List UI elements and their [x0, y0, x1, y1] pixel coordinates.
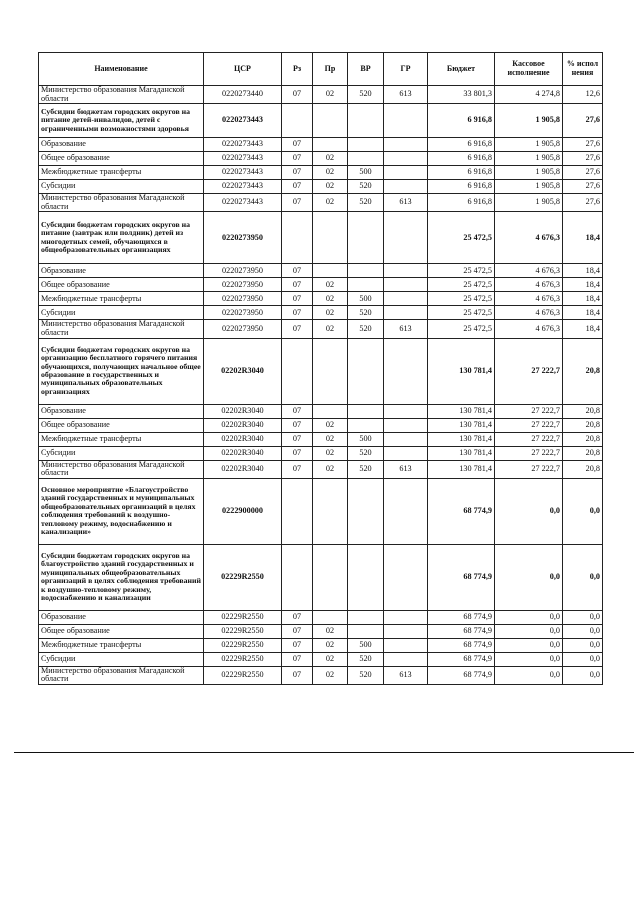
row-name: Субсидии бюджетам городских округов на благоустройство зданий государственных и муниципальных общеобразовательных организаций в целях соблюдения требований к воздушно-тепловому режиму, водоснабжению и канализации	[39, 544, 204, 610]
row-gr: 613	[384, 194, 428, 212]
row-csr: 0220273443	[204, 166, 282, 180]
row-pr: 02	[313, 86, 348, 104]
row-budget: 6 916,8	[428, 138, 495, 152]
row-name: Межбюджетные трансферты	[39, 638, 204, 652]
row-gr	[384, 292, 428, 306]
row-cash: 1 905,8	[495, 194, 563, 212]
row-cash: 0,0	[495, 478, 563, 544]
row-cash: 0,0	[495, 638, 563, 652]
table-body	[39, 86, 603, 685]
row-budget: 68 774,9	[428, 624, 495, 638]
row-pr: 02	[313, 666, 348, 684]
row-cash: 27 222,7	[495, 460, 563, 478]
row-budget: 6 916,8	[428, 194, 495, 212]
row-budget: 68 774,9	[428, 478, 495, 544]
row-pct: 27,6	[563, 166, 603, 180]
row-pr: 02	[313, 460, 348, 478]
row-pct: 27,6	[563, 194, 603, 212]
row-gr	[384, 166, 428, 180]
table-row	[39, 320, 603, 338]
row-rz: 07	[282, 446, 313, 460]
row-vr	[348, 338, 384, 404]
row-budget: 130 781,4	[428, 432, 495, 446]
row-cash: 27 222,7	[495, 404, 563, 418]
row-rz: 07	[282, 652, 313, 666]
row-csr: 0220273443	[204, 138, 282, 152]
row-vr: 520	[348, 446, 384, 460]
table-row	[39, 138, 603, 152]
row-pr: 02	[313, 418, 348, 432]
row-rz: 07	[282, 610, 313, 624]
row-csr: 0220273950	[204, 264, 282, 278]
row-rz: 07	[282, 166, 313, 180]
row-name: Министерство образования Магаданской области	[39, 320, 204, 338]
col-header-name: Наименование	[39, 53, 204, 86]
row-name: Субсидии бюджетам городских округов на организацию бесплатного горячего питания обучающихся, получающих начальное общее образование в государственных и муниципальных образовательных организациях	[39, 338, 204, 404]
row-budget: 68 774,9	[428, 638, 495, 652]
row-csr: 02202R3040	[204, 338, 282, 404]
row-csr: 0220273443	[204, 104, 282, 138]
row-csr: 02229R2550	[204, 652, 282, 666]
row-vr	[348, 418, 384, 432]
table-row	[39, 610, 603, 624]
row-gr	[384, 404, 428, 418]
row-pct: 0,0	[563, 544, 603, 610]
row-pr: 02	[313, 432, 348, 446]
table-row	[39, 152, 603, 166]
col-header-pct: % испол нения	[563, 53, 603, 86]
row-pr	[313, 212, 348, 264]
row-rz	[282, 338, 313, 404]
row-cash: 1 905,8	[495, 138, 563, 152]
row-name: Межбюджетные трансферты	[39, 432, 204, 446]
row-cash: 4 676,3	[495, 306, 563, 320]
row-vr	[348, 212, 384, 264]
table-row	[39, 666, 603, 684]
row-budget: 68 774,9	[428, 652, 495, 666]
row-rz: 07	[282, 638, 313, 652]
row-rz: 07	[282, 624, 313, 638]
row-cash: 4 676,3	[495, 278, 563, 292]
table-row	[39, 418, 603, 432]
row-vr	[348, 104, 384, 138]
row-gr	[384, 610, 428, 624]
row-rz: 07	[282, 460, 313, 478]
row-pct: 20,8	[563, 432, 603, 446]
col-header-gr: ГР	[384, 53, 428, 86]
row-budget: 25 472,5	[428, 278, 495, 292]
row-pr: 02	[313, 152, 348, 166]
row-csr: 0220273443	[204, 152, 282, 166]
row-rz: 07	[282, 404, 313, 418]
col-header-csr: ЦСР	[204, 53, 282, 86]
row-pct: 18,4	[563, 264, 603, 278]
row-budget: 68 774,9	[428, 610, 495, 624]
row-csr: 02229R2550	[204, 544, 282, 610]
table-row	[39, 180, 603, 194]
row-budget: 130 781,4	[428, 418, 495, 432]
row-gr	[384, 418, 428, 432]
row-name: Субсидии	[39, 652, 204, 666]
row-name: Субсидии бюджетам городских округов на питание детей-инвалидов, детей с ограниченными возможностями здоровья	[39, 104, 204, 138]
row-csr: 02202R3040	[204, 418, 282, 432]
row-pr	[313, 264, 348, 278]
row-budget: 6 916,8	[428, 152, 495, 166]
row-pr: 02	[313, 652, 348, 666]
row-gr: 613	[384, 666, 428, 684]
row-pct: 20,8	[563, 338, 603, 404]
row-gr	[384, 212, 428, 264]
table-row	[39, 278, 603, 292]
row-pr: 02	[313, 278, 348, 292]
row-pr	[313, 338, 348, 404]
row-cash: 0,0	[495, 544, 563, 610]
row-pr: 02	[313, 638, 348, 652]
row-gr	[384, 446, 428, 460]
row-name: Министерство образования Магаданской области	[39, 86, 204, 104]
row-gr	[384, 138, 428, 152]
row-vr	[348, 264, 384, 278]
row-vr: 500	[348, 638, 384, 652]
row-name: Образование	[39, 610, 204, 624]
row-budget: 25 472,5	[428, 264, 495, 278]
row-pct: 0,0	[563, 638, 603, 652]
row-pct: 27,6	[563, 152, 603, 166]
row-name: Субсидии бюджетам городских округов на питание (завтрак или полдник) детей из многодетных семей, обучающихся в общеобразовательных организациях	[39, 212, 204, 264]
budget-execution-table	[38, 52, 603, 685]
col-header-budget: Бюджет	[428, 53, 495, 86]
row-pct: 18,4	[563, 292, 603, 306]
row-rz: 07	[282, 292, 313, 306]
col-header-pr: Пр	[313, 53, 348, 86]
table-row	[39, 432, 603, 446]
table-row	[39, 306, 603, 320]
row-vr	[348, 278, 384, 292]
row-budget: 6 916,8	[428, 104, 495, 138]
row-vr: 500	[348, 432, 384, 446]
row-csr: 0220273950	[204, 278, 282, 292]
row-cash: 4 676,3	[495, 264, 563, 278]
row-vr: 500	[348, 292, 384, 306]
row-name: Субсидии	[39, 306, 204, 320]
row-csr: 02202R3040	[204, 460, 282, 478]
row-rz: 07	[282, 432, 313, 446]
row-name: Общее образование	[39, 418, 204, 432]
row-name: Образование	[39, 404, 204, 418]
row-name: Основное мероприятие «Благоустройство зданий государственных и муниципальных общеобразовательных организаций в целях соблюдения требований к воздушно-тепловому режиму, водоснабжению и канализации»	[39, 478, 204, 544]
row-pct: 0,0	[563, 478, 603, 544]
table-row	[39, 460, 603, 478]
table-row	[39, 212, 603, 264]
row-pct: 20,8	[563, 418, 603, 432]
row-pr	[313, 544, 348, 610]
row-csr: 0220273440	[204, 86, 282, 104]
row-vr: 520	[348, 652, 384, 666]
row-pct: 20,8	[563, 460, 603, 478]
row-gr	[384, 544, 428, 610]
row-gr	[384, 624, 428, 638]
row-pr: 02	[313, 292, 348, 306]
row-pct: 27,6	[563, 104, 603, 138]
row-vr: 520	[348, 320, 384, 338]
row-vr: 500	[348, 166, 384, 180]
row-gr	[384, 152, 428, 166]
row-name: Общее образование	[39, 278, 204, 292]
row-cash: 27 222,7	[495, 446, 563, 460]
row-pct: 20,8	[563, 446, 603, 460]
row-gr	[384, 652, 428, 666]
table-header-row	[39, 53, 603, 86]
row-cash: 27 222,7	[495, 418, 563, 432]
row-rz: 07	[282, 194, 313, 212]
row-budget: 130 781,4	[428, 460, 495, 478]
row-vr	[348, 478, 384, 544]
row-rz: 07	[282, 138, 313, 152]
row-cash: 4 676,3	[495, 320, 563, 338]
row-csr: 0222900000	[204, 478, 282, 544]
row-pr	[313, 404, 348, 418]
row-gr	[384, 306, 428, 320]
row-vr: 520	[348, 460, 384, 478]
table-row	[39, 194, 603, 212]
row-rz: 07	[282, 86, 313, 104]
row-csr: 0220273443	[204, 194, 282, 212]
table-row	[39, 446, 603, 460]
row-vr: 520	[348, 306, 384, 320]
row-pct: 27,6	[563, 180, 603, 194]
table-row	[39, 544, 603, 610]
row-pct: 18,4	[563, 278, 603, 292]
row-vr	[348, 138, 384, 152]
row-csr: 0220273443	[204, 180, 282, 194]
row-budget: 25 472,5	[428, 306, 495, 320]
row-pct: 27,6	[563, 138, 603, 152]
row-vr	[348, 544, 384, 610]
table-row	[39, 652, 603, 666]
row-cash: 27 222,7	[495, 338, 563, 404]
row-gr	[384, 638, 428, 652]
row-cash: 1 905,8	[495, 180, 563, 194]
row-pr	[313, 478, 348, 544]
row-budget: 130 781,4	[428, 404, 495, 418]
row-gr	[384, 104, 428, 138]
col-header-rz: Рз	[282, 53, 313, 86]
row-csr: 02229R2550	[204, 624, 282, 638]
row-pct: 18,4	[563, 320, 603, 338]
row-rz: 07	[282, 264, 313, 278]
row-budget: 6 916,8	[428, 166, 495, 180]
row-gr	[384, 478, 428, 544]
row-cash: 1 905,8	[495, 104, 563, 138]
row-name: Образование	[39, 138, 204, 152]
row-gr: 613	[384, 86, 428, 104]
table-row	[39, 86, 603, 104]
row-budget: 68 774,9	[428, 666, 495, 684]
row-gr	[384, 278, 428, 292]
row-pr: 02	[313, 446, 348, 460]
row-vr	[348, 152, 384, 166]
row-pr: 02	[313, 180, 348, 194]
row-gr	[384, 338, 428, 404]
row-vr: 520	[348, 194, 384, 212]
row-pct: 18,4	[563, 212, 603, 264]
row-name: Министерство образования Магаданской области	[39, 666, 204, 684]
row-csr: 02202R3040	[204, 446, 282, 460]
row-csr: 0220273950	[204, 320, 282, 338]
row-budget: 25 472,5	[428, 292, 495, 306]
row-pr: 02	[313, 194, 348, 212]
row-cash: 0,0	[495, 652, 563, 666]
row-rz	[282, 544, 313, 610]
row-rz: 07	[282, 278, 313, 292]
table-row	[39, 104, 603, 138]
row-vr	[348, 610, 384, 624]
row-name: Министерство образования Магаданской области	[39, 460, 204, 478]
row-csr: 0220273950	[204, 292, 282, 306]
row-cash: 4 676,3	[495, 292, 563, 306]
row-budget: 25 472,5	[428, 320, 495, 338]
row-pr	[313, 138, 348, 152]
row-pr	[313, 104, 348, 138]
table-row	[39, 638, 603, 652]
row-gr: 613	[384, 320, 428, 338]
row-rz	[282, 478, 313, 544]
row-budget: 130 781,4	[428, 446, 495, 460]
row-vr: 520	[348, 666, 384, 684]
row-vr: 520	[348, 180, 384, 194]
row-gr	[384, 264, 428, 278]
table-row	[39, 292, 603, 306]
row-csr: 02202R3040	[204, 432, 282, 446]
row-budget: 33 801,3	[428, 86, 495, 104]
row-pct: 0,0	[563, 624, 603, 638]
row-rz	[282, 104, 313, 138]
row-name: Министерство образования Магаданской области	[39, 194, 204, 212]
row-cash: 1 905,8	[495, 152, 563, 166]
row-cash: 27 222,7	[495, 432, 563, 446]
row-name: Межбюджетные трансферты	[39, 166, 204, 180]
row-cash: 0,0	[495, 666, 563, 684]
table-row	[39, 166, 603, 180]
row-name: Субсидии	[39, 180, 204, 194]
row-name: Общее образование	[39, 624, 204, 638]
row-gr	[384, 432, 428, 446]
row-rz: 07	[282, 320, 313, 338]
row-csr: 0220273950	[204, 212, 282, 264]
row-vr: 520	[348, 86, 384, 104]
row-name: Образование	[39, 264, 204, 278]
row-name: Субсидии	[39, 446, 204, 460]
row-budget: 6 916,8	[428, 180, 495, 194]
row-pct: 0,0	[563, 666, 603, 684]
table-row	[39, 404, 603, 418]
row-rz: 07	[282, 666, 313, 684]
row-name: Общее образование	[39, 152, 204, 166]
row-pct: 12,6	[563, 86, 603, 104]
row-pr: 02	[313, 166, 348, 180]
row-csr: 02229R2550	[204, 638, 282, 652]
row-vr	[348, 624, 384, 638]
row-cash: 0,0	[495, 610, 563, 624]
row-pct: 0,0	[563, 610, 603, 624]
row-pct: 0,0	[563, 652, 603, 666]
row-cash: 4 676,3	[495, 212, 563, 264]
row-rz: 07	[282, 180, 313, 194]
table-row	[39, 338, 603, 404]
row-rz: 07	[282, 152, 313, 166]
row-vr	[348, 404, 384, 418]
row-name: Межбюджетные трансферты	[39, 292, 204, 306]
page-divider	[14, 752, 634, 753]
table-row	[39, 478, 603, 544]
row-budget: 68 774,9	[428, 544, 495, 610]
row-cash: 0,0	[495, 624, 563, 638]
row-cash: 1 905,8	[495, 166, 563, 180]
row-pr: 02	[313, 320, 348, 338]
row-csr: 02229R2550	[204, 666, 282, 684]
row-csr: 02202R3040	[204, 404, 282, 418]
col-header-cash: Кассовое исполнение	[495, 53, 563, 86]
row-budget: 130 781,4	[428, 338, 495, 404]
col-header-vr: ВР	[348, 53, 384, 86]
row-rz	[282, 212, 313, 264]
row-gr: 613	[384, 460, 428, 478]
row-gr	[384, 180, 428, 194]
row-budget: 25 472,5	[428, 212, 495, 264]
row-pct: 18,4	[563, 306, 603, 320]
row-rz: 07	[282, 306, 313, 320]
row-csr: 0220273950	[204, 306, 282, 320]
row-pr: 02	[313, 624, 348, 638]
row-cash: 4 274,8	[495, 86, 563, 104]
row-pct: 20,8	[563, 404, 603, 418]
row-rz: 07	[282, 418, 313, 432]
table-row	[39, 264, 603, 278]
row-pr	[313, 610, 348, 624]
table-row	[39, 624, 603, 638]
row-csr: 02229R2550	[204, 610, 282, 624]
row-pr: 02	[313, 306, 348, 320]
